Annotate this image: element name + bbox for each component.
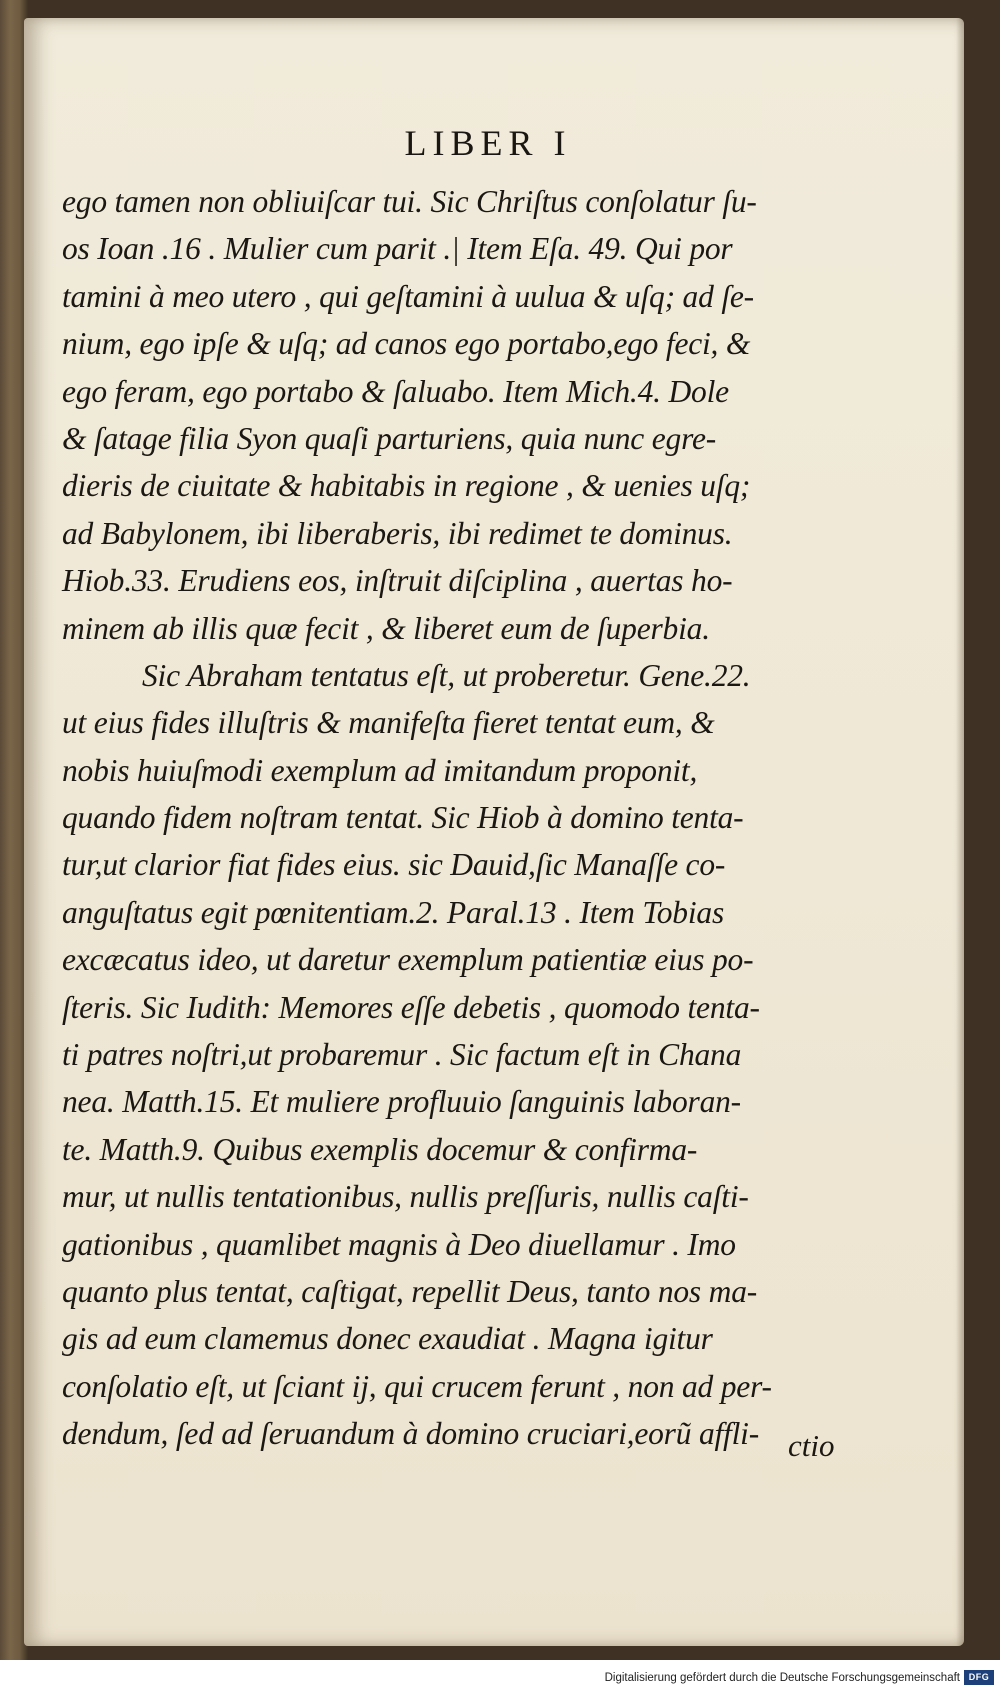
text-line: minem ab illis quæ fecit , & liberet eum de ſuperbia. [62, 610, 710, 646]
text-line: dieris de ciuitate & habitabis in regione , & uenies uſq; [62, 468, 751, 504]
text-line: te. Matth.9. Quibus exemplis docemur & confirma- [62, 1131, 698, 1167]
text-line: & ſatage filia Syon quaſi parturiens, quia nunc egre- [62, 420, 717, 456]
dfg-logo: DFG [964, 1670, 994, 1685]
funding-credit: Digitalisierung gefördert durch die Deutsche Forschungsgemeinschaft [604, 1672, 960, 1684]
text-line: Hiob.33. Erudiens eos, inſtruit diſciplina , auertas ho- [62, 563, 733, 599]
text-line: quanto plus tentat, caſtigat, repellit Deus, tanto nos ma- [62, 1273, 758, 1309]
text-line: anguſtatus egit pœnitentiam.2. Paral.13 . Item Tobias [62, 894, 725, 930]
book-page [24, 18, 964, 1646]
text-line: dendum, ſed ad ſeruandum à domino cruciari,eorũ affli- [62, 1416, 759, 1452]
text-line: tur,ut clarior fiat fides eius. sic Dauid,ſic Manaſſe co- [62, 847, 726, 883]
text-line: nium, ego ipſe & uſq; ad canos ego portabo,ego feci, & [62, 326, 751, 362]
text-line: gationibus , quamlibet magnis à Deo diuellamur . Imo [62, 1226, 736, 1262]
text-line: os Ioan .16 . Mulier cum parit .| Item Eſa. 49. Qui por [62, 231, 733, 267]
text-line: ut eius fides illuſtris & manifeſta fieret tentat eum, & [62, 705, 715, 741]
text-line: ad Babylonem, ibi liberaberis, ibi redimet te dominus. [62, 515, 733, 551]
text-line: nea. Matth.15. Et muliere profluuio ſanguinis laboran- [62, 1084, 741, 1120]
text-line: nobis huiuſmodi exemplum ad imitandum proponit, [62, 752, 698, 788]
text-line: mur, ut nullis tentationibus, nullis preſſuris, nullis caſti- [62, 1179, 749, 1215]
text-line: quando fidem noſtram tentat. Sic Hiob à domino tenta- [62, 800, 744, 836]
body-text [62, 178, 882, 1458]
running-title: LIBER I [404, 123, 572, 163]
paragraph-start-line: Sic Abraham tentatus eſt, ut proberetur. Gene.22. [142, 657, 751, 693]
text-line: gis ad eum clamemus donec exaudiat . Magna igitur [62, 1321, 713, 1357]
text-line: excæcatus ideo, ut daretur exemplum patientiæ eius po- [62, 942, 754, 978]
catchword: ctio [788, 1428, 835, 1463]
page-edge [956, 18, 964, 1646]
text-line: ſteris. Sic Iudith: Memores eſſe debetis , quomodo tenta- [62, 989, 760, 1025]
text-line: ego tamen non obliuiſcar tui. Sic Chriſtus conſolatur ſu- [62, 184, 757, 219]
text-line: ego feram, ego portabo & ſaluabo. Item Mich.4. Dole [62, 373, 729, 409]
text-line: conſolatio eſt, ut ſciant ij, qui crucem ferunt , non ad per- [62, 1368, 772, 1404]
text-line: ti patres noſtri,ut probaremur . Sic factum eſt in Chana [62, 1037, 742, 1073]
text-line: tamini à meo utero , qui geſtamini à uulua & uſq; ad ſe- [62, 278, 754, 314]
